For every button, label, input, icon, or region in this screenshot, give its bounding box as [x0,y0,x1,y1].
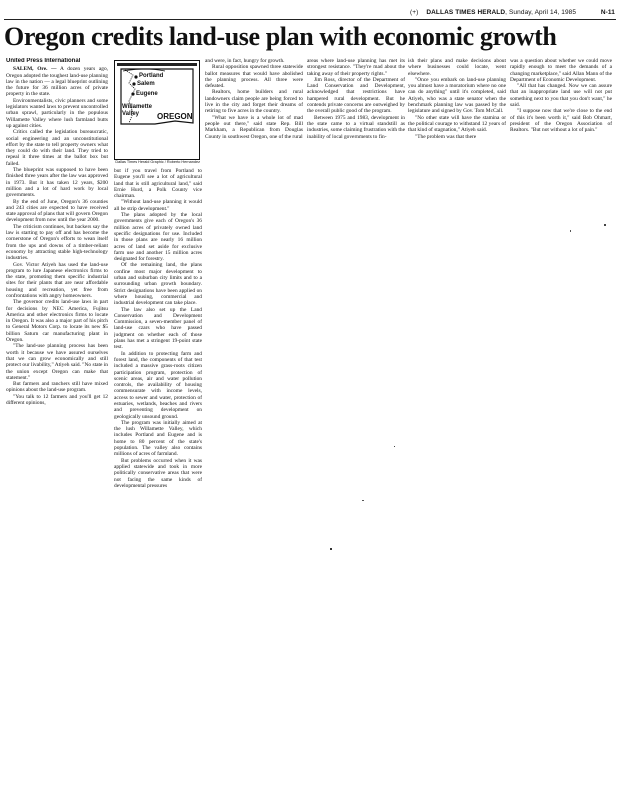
article-paragraph: "I suppose now that we're close to the end of this it's been worth it," said Bob Ohmart, president of the Oregon Association of Realtors. "But not without a lot of pain." [510,108,612,134]
article-column-5 [408,58,506,208]
article-column-4 [307,58,405,208]
article-paragraph: "The land-use planning process has been worth it because we have assured ourselves that we can grow economically and still protect our livability," Atiyeh said. "No state in the union except Oregon can make that statement." [6,343,108,381]
paragraph-text: A dozen years ago, Oregon adopted the toughest land-use planning law in the nation — a legal blueprint outlining the future for 36 million acres of private property in the state. [6,66,108,98]
article-paragraph: Jim Ross, director of the Department of Land Conservation and Development, acknowledged that restrictions have hampered rural development. But he contends private concerns are outweighed by the overall public good of the program. [307,76,405,115]
article-column-6 [510,58,612,208]
article-paragraph: Realtors, home builders and rural landowners claim people are being forced to live in the city and forget their dreams of retiring to five acres in the country. [205,89,303,115]
masthead: (+) DALLAS TIMES HERALD, Sunday, April 14, 1985 N-11 [410,9,615,16]
article-paragraph [6,66,108,97]
publication-date: Sunday, April 14, 1985 [508,9,577,16]
headline: Oregon credits land-use plan with economic growth [4,22,557,51]
article-paragraph: but if you travel from Portland to Eugene you'll see a lot of agricultural land that is still agricultural land," said Ernie Hurd, a Polk County vice chairman. [114,168,202,200]
dateline: SALEM, Ore. — [13,66,57,73]
article-column-3 [205,58,303,208]
article-paragraph: and were, in fact, hungry for growth. [205,58,285,64]
scan-speck [362,500,364,501]
map-label-portland: Portland [139,73,164,79]
article-paragraph: was a question about whether we could move rapidly enough to meet the demands of a changing marketplace," said Allan Mann of the Department of Economic Development. [510,58,612,83]
oregon-map [114,60,200,160]
article-paragraph: "You talk to 12 farmers and you'll get 12 different opinions, [6,393,108,407]
article-paragraph: Of the remaining land, the plans confine most major development to urban and suburban city limits and to a surrounding urban growth boundary. Strict designations have been applied on where housing, commercial and industrial development can take place. [114,262,202,307]
article-paragraph: "The problem was that there [415,133,477,140]
article-paragraph: The blueprint was supposed to have been finished three years after the law was approved in 1973. But it has taken 12 years, $200 million and a lot of hard work by local governments. [6,167,108,199]
article-paragraph: areas where land-use planning has met its strongest resistance. "They're mad about the taking away of their property rights." [307,58,405,77]
article-paragraph: The program was initially aimed at the lush Willamette Valley, which includes Portland and Eugene and is home to 80 percent of the state's population. The valley also contains millions of acres of farmland. [114,419,202,458]
article-paragraph: The law also set up the Land Conservation and Development Commission, a seven-member panel of land-use czars who have passed judgment on whether each of those plans has met a stringent 19-point state test. [114,306,202,351]
article-paragraph: Gov. Victor Atiyeh has used the land-use program to lure Japanese electronics firms to the state, promoting them specific industrial sites for their plants that are near affordable housing and recreation, yet free from confrontations with angry homeowners. [6,261,108,299]
byline: United Press International [6,58,81,64]
map-label-valley: Willamette Valley [122,104,152,117]
masthead-bullet: (+) [410,9,419,16]
scan-speck [570,230,571,232]
article-paragraph: Between 1975 and 1983, development in the state came to a virtual standstill as industries, some claiming frustration with the inability of local governments to fin- [307,114,405,140]
map-label-state: OREGON [157,112,193,121]
map-label-salem: Salem [137,81,155,87]
map-credit: Dallas Times Herald Graphic / Roberto Hernandez [115,160,200,164]
article-paragraph: Critics called the legislation bureaucratic, social engineering and an unconstitutional effort by the state to tell property owners what they could do with their land. They tried to repeal it three times at the ballot box but failed. [6,129,108,167]
article-paragraph: The plans adopted by the local governments give each of Oregon's 36 million acres of privately owned land specific designations for use. Included in those plans are nearly 16 million acres of land set aside for exclusive farm use and another 15 million acres designated for forestry. [114,212,202,263]
article-paragraph: "Without land-use planning it would all be strip development." [114,199,202,212]
article-paragraph: "No other state will have the stamina or the political courage to withstand 12 years of that kind of stagnation," Atiyeh said. [408,114,506,134]
map-label-eugene: Eugene [136,91,158,97]
scan-speck [604,224,606,226]
article-paragraph: Environmentalists, civic planners and some legislators wanted laws to prevent uncontrolled urban sprawl, particularly in the populous Willamette Valley where lush farmland butts up against cities. [6,97,108,129]
scan-speck [394,446,395,447]
article-paragraph: But problems occurred when it was applied statewide and took in more politically conservative areas that were not facing the same kinds of developmental pressures [114,457,202,489]
article-column-2 [114,168,202,800]
article-paragraph: The governor credits land-use laws in part for decisions by NEC America, Fujitsu America and other electronics firms to locate in Oregon. It was also a major part of his pitch to General Motors Corp. to locate its new $5 billion Saturn car manufacturing plant in Oregon. [6,299,108,344]
article-paragraph: In addition to protecting farm and forest land, the components of that test included a massive grass-roots citizen participation program, protection of scenic areas, air and water pollution controls, the availability of housing commensurate with income levels, access to sewer and water, protection of estuaries, wetlands, beaches and rivers and preventing development on geologically unsound ground. [114,350,202,420]
scan-speck [330,548,332,550]
article-paragraph: "All that has changed. Now we can assure that an inappropriate land use will not put something next to you that you don't want," he said. [510,83,612,109]
article-paragraph: But farmers and ranchers still have mixed opinions about the land-use program. [6,381,108,394]
article-paragraph: The criticism continues, but backers say the law is starting to pay off and has become the cornerstone of Oregon's efforts to wean itself from the ups and downs of a timber-reliant economy by attracting stable high-technology industries. [6,223,108,262]
article-paragraph: By the end of June, Oregon's 36 counties and 243 cities are expected to have received state approval of plans that will govern Oregon development from now until the year 2000. [6,198,108,224]
article-paragraph: "Once you embark on land-use planning you almost have a moratorium where no one can do anything" until it's completed, said Atiyeh, who was a state senator when the benchmark planning law was passed by the legislature and signed by Gov. Tom McCall. [408,76,506,115]
article-paragraph: "What we have is a whole lot of mad people out there," said state Rep. Bill Markham, a Republican from Douglas County in southwest Oregon, one of the rural [205,114,303,140]
page-number: N-11 [600,9,615,16]
article-paragraph: Rural opposition spawned three statewide ballot measures that would have abolished the planning process. All three were defeated. [205,64,303,90]
newspaper-name: DALLAS TIMES HERALD [426,9,506,16]
article-column-1 [6,58,108,600]
article-paragraph: ish their plans and make decisions about where businesses could locate, went elsewhere. [408,58,506,77]
